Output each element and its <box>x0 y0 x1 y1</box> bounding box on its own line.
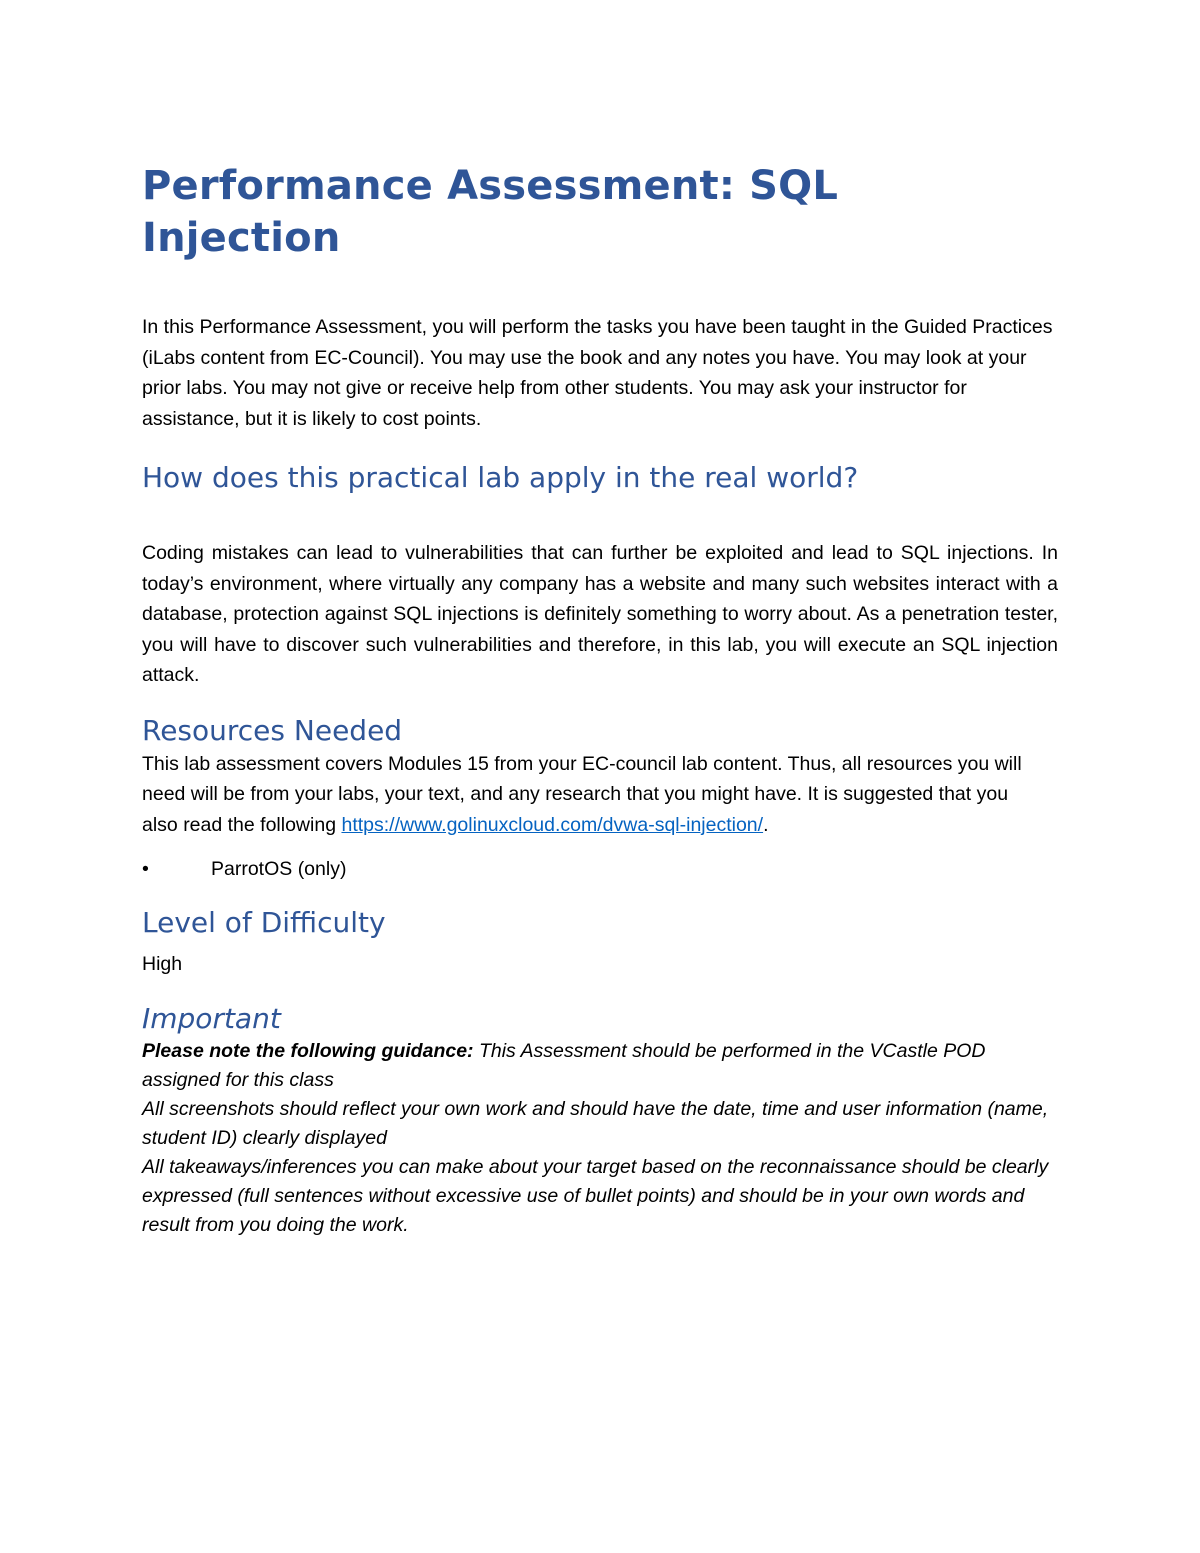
difficulty-heading: Level of Difficulty <box>142 905 386 939</box>
difficulty-value: High <box>142 952 183 975</box>
bullet-icon: • <box>142 858 149 880</box>
resources-text-end: . <box>763 813 769 836</box>
resources-text: This lab assessment covers Modules 15 from your EC-council lab content. Thus, all resources you will need will be from your labs, your text, and any research that you might have. It is suggested that you also read the following <box>142 752 1022 836</box>
guidance-text: This Assessment should be performed in the VCastle POD assigned for this class <box>142 1040 986 1091</box>
important-heading: Important <box>142 1002 281 1035</box>
document-page <box>142 160 1058 1240</box>
screenshots-note: All screenshots should reflect your own work and should have the date, time and user information (name, student ID) clearly displayed <box>142 1098 1049 1149</box>
title-line-1: Performance Assessment: SQL <box>142 163 839 209</box>
title-line-2: Injection <box>142 215 341 261</box>
bullet-item-text: ParrotOS (only) <box>211 858 347 880</box>
list-item <box>142 854 1058 885</box>
resources-heading: Resources Needed <box>142 713 403 747</box>
document-title <box>142 160 1058 264</box>
real-world-paragraph: Coding mistakes can lead to vulnerabilities that can further be exploited and lead to SQL injections. In today’s environment, where virtually any company has a website and many such websites interact with a database, protection against SQL injections is definitely something to worry about. As a penetration tester, you will have to discover such vulnerabilities and therefore, in this lab, you will execute an SQL injection attack. <box>142 542 1058 686</box>
golinuxcloud-link[interactable]: https://www.golinuxcloud.com/dvwa-sql-injection/ <box>341 813 764 836</box>
takeaways-note: All takeaways/inferences you can make about your target based on the reconnaissance should be clearly expressed (full sentences without excessive use of bullet points) and should be in your own words and result from you doing the work. <box>142 1156 1049 1236</box>
important-notes <box>142 1037 1052 1240</box>
real-world-heading: How does this practical lab apply in the real world? <box>142 461 859 494</box>
resources-paragraph <box>142 749 1022 841</box>
intro-paragraph: In this Performance Assessment, you will perform the tasks you have been taught in the Guided Practices (iLabs content from EC-Council). You may use the book and any notes you have. You may look at your prior labs. You may not give or receive help from other students. You may ask your instructor for assistance, but it is likely to cost points. <box>142 316 1053 430</box>
guidance-note <box>142 1037 1052 1095</box>
guidance-label: Please note the following guidance: <box>142 1040 474 1062</box>
